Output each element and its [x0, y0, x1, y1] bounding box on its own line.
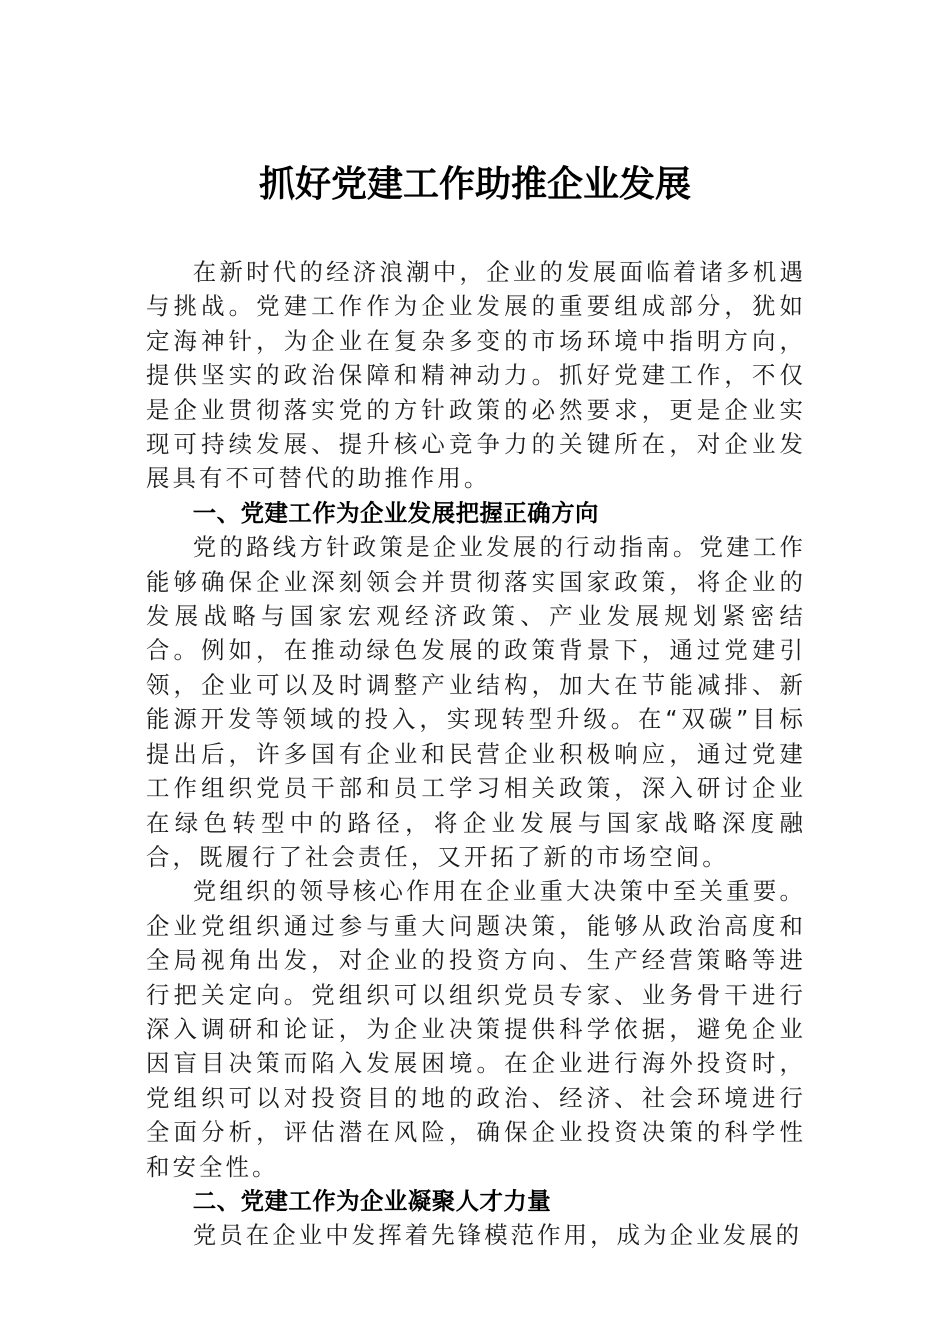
intro-paragraph: 在新时代的经济浪潮中，企业的发展面临着诸多机遇与挑战。党建工作作为企业发展的重要组成部分，犹如定海神针，为企业在复杂多变的市场环境中指明方向，提供坚实的政治保障和精神动力。抓好党建工作，不仅是企业贯彻落实党的方针政策的必然要求，更是企业实现可持续发展、提升核心竞争力的关键所在，对企业发展具有不可替代的助推作用。 — [146, 258, 806, 493]
section-2-paragraph-1: 党员在企业中发挥着先锋模范作用，成为企业发展的 — [192, 1221, 803, 1250]
section-1-paragraph-1: 党的路线方针政策是企业发展的行动指南。党建工作能够确保企业深刻领会并贯彻落实国家政策，将企业的发展战略与国家宏观经济政策、产业发展规划紧密结合。例如，在推动绿色发展的政策背景下，通过党建引领，企业可以及时调整产业结构，加大在节能减排、新能源开发等领域的投入，实现转型升级。在“双碳”目标提出后，许多国有企业和民营企业积极响应，通过党建工作组织党员干部和员工学习相关政策，深入研讨企业在绿色转型中的路径，将企业发展与国家战略深度融合，既履行了社会责任，又开拓了新的市场空间。 — [146, 533, 806, 871]
document-body — [146, 255, 806, 1253]
section-heading-1: 一、党建工作为企业发展把握正确方向 — [192, 498, 599, 527]
section-heading-2: 二、党建工作为企业凝聚人才力量 — [192, 1186, 552, 1215]
document-title: 抓好党建工作助推企业发展 — [258, 163, 691, 205]
section-1-paragraph-2: 党组织的领导核心作用在企业重大决策中至关重要。企业党组织通过参与重大问题决策，能够从政治高度和全局视角出发，对企业的投资方向、生产经营策略等进行把关定向。党组织可以组织党员专家、业务骨干进行深入调研和论证，为企业决策提供科学依据，避免企业因盲目决策而陷入发展困境。在企业进行海外投资时，党组织可以对投资目的地的政治、经济、社会环境进行全面分析，评估潜在风险，确保企业投资决策的科学性和安全性。 — [146, 877, 806, 1181]
